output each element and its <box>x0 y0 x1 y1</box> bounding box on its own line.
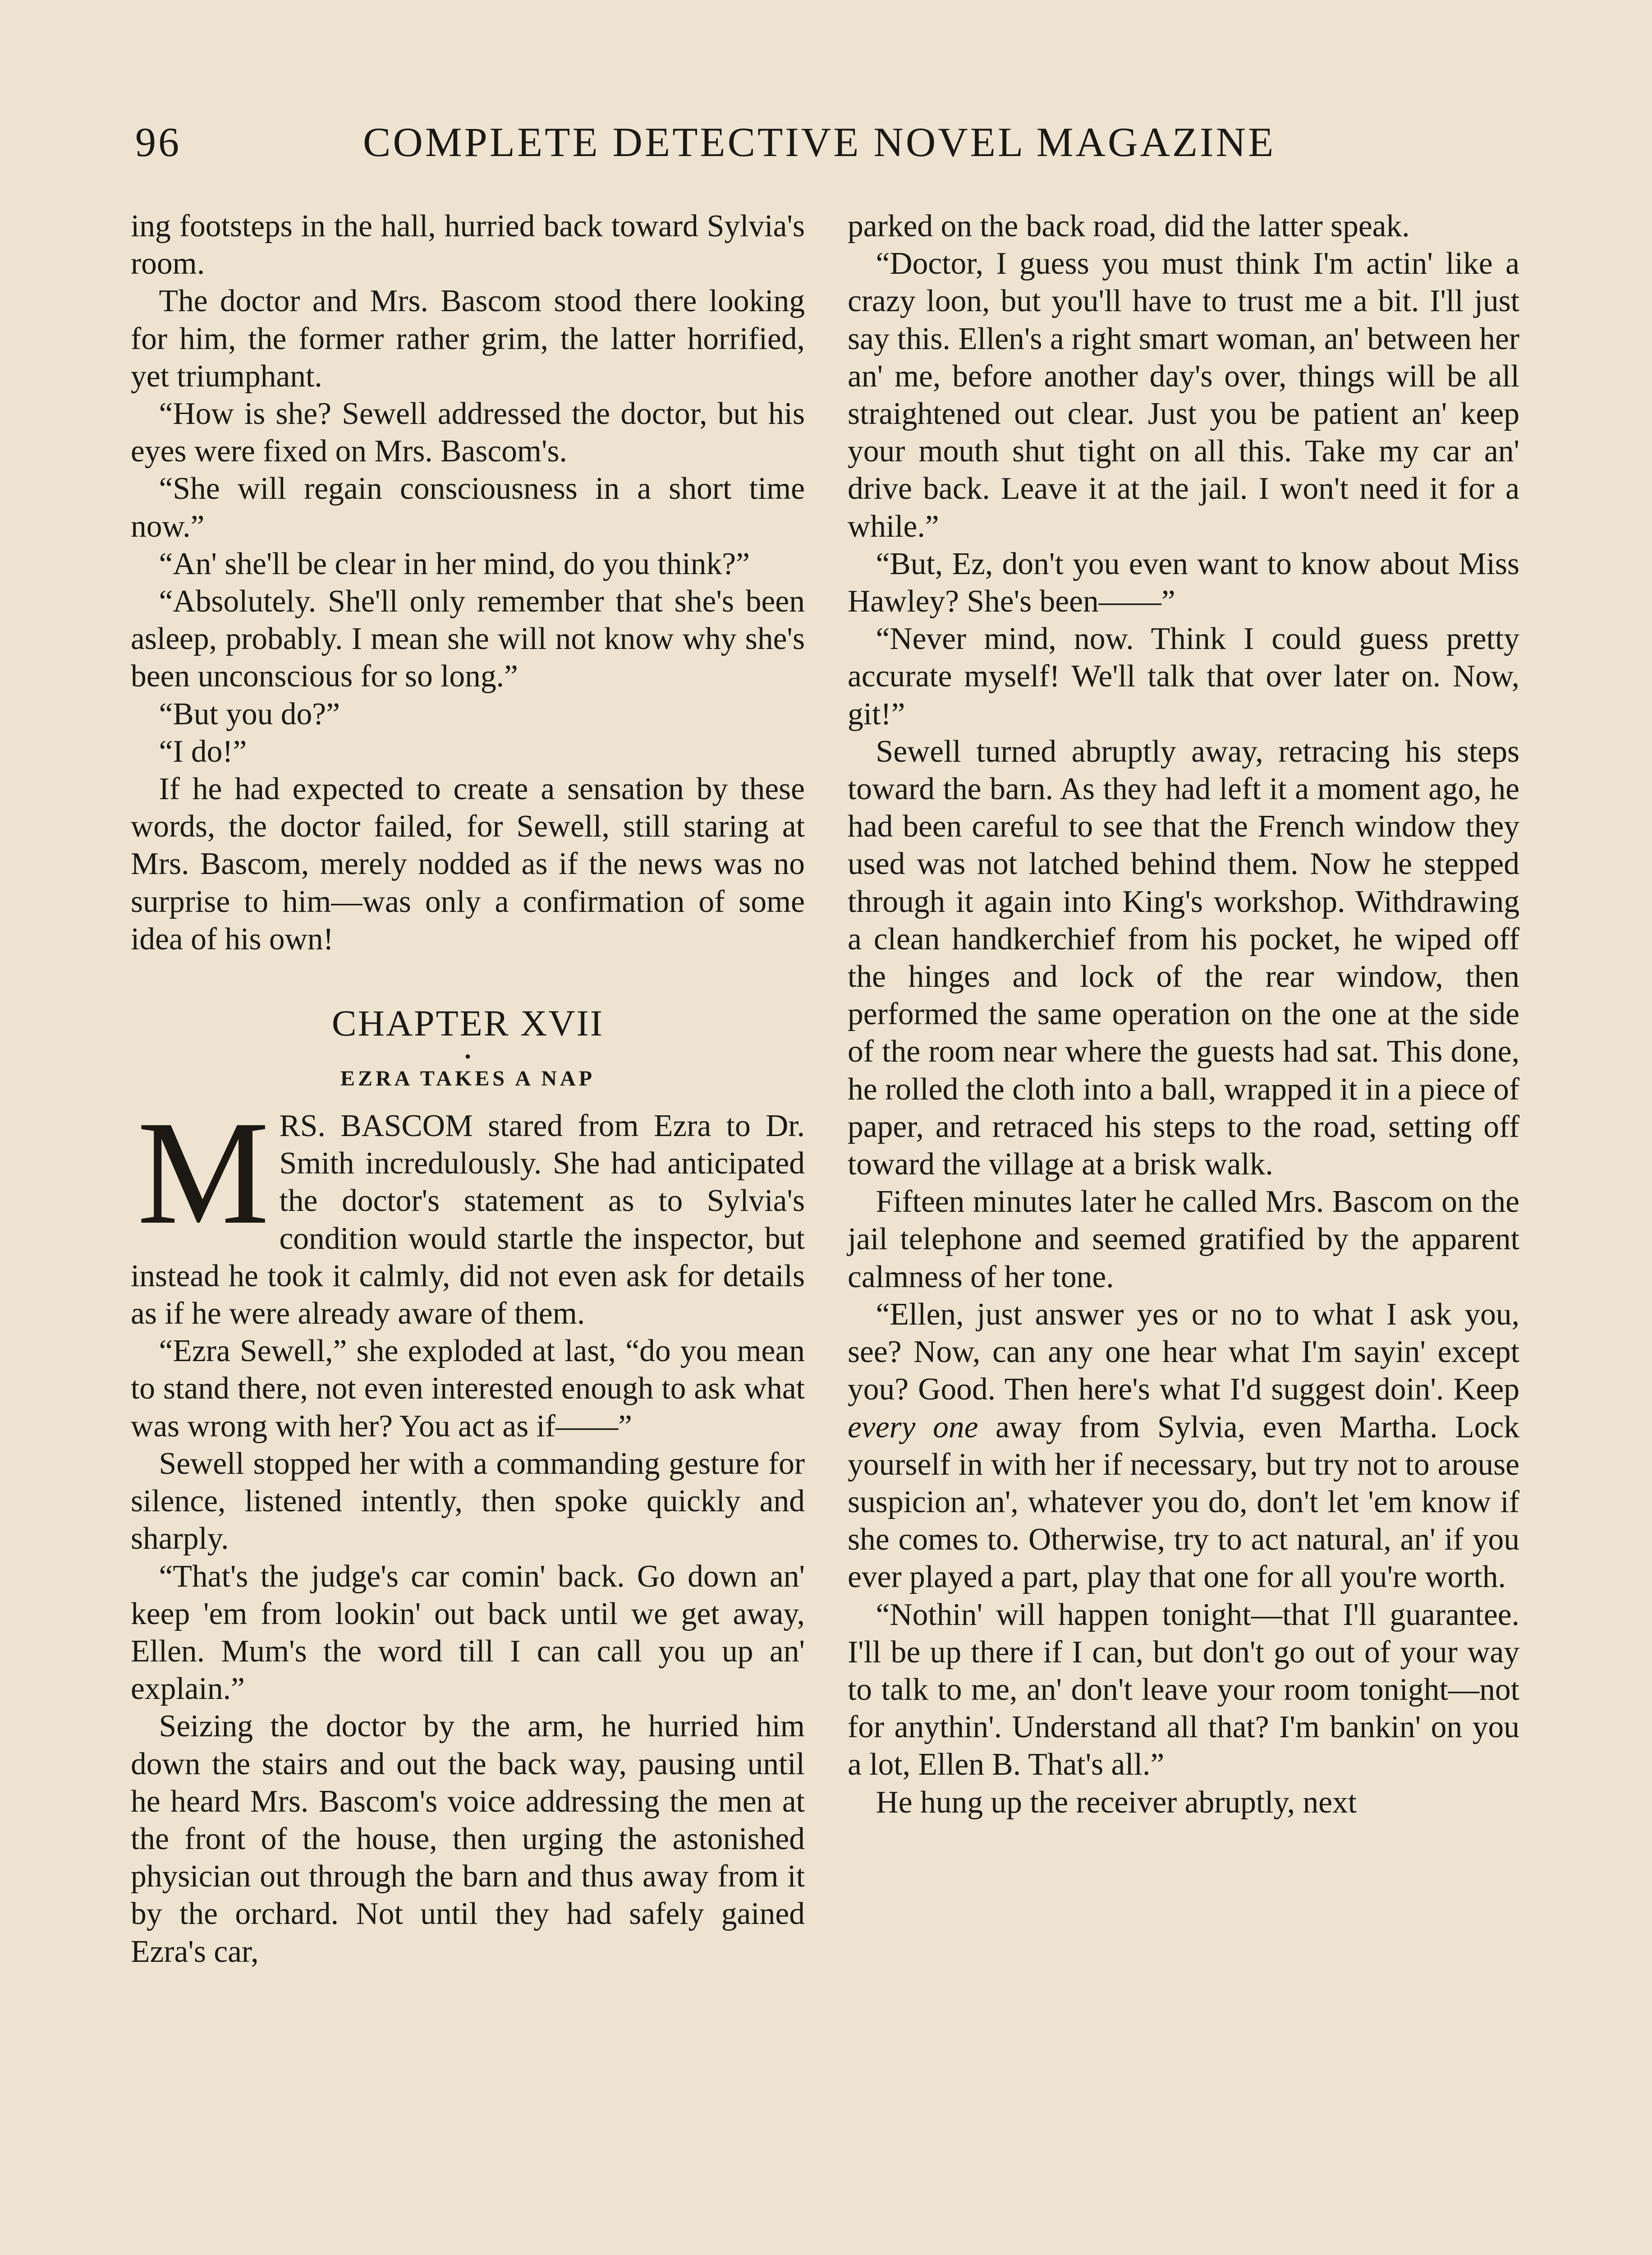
paragraph: “Nothin' will happen tonight—that I'll guarantee. I'll be up there if I can, but don't go out of your way to talk to me, an' don't leave your room tonight—not for anythin'. Understand all that? I'm bankin' on you a lot, Ellen B. That's all.” <box>848 1597 1519 1782</box>
paragraph: “Never mind, now. Think I could guess pretty accurate myself! We'll talk that over later on. Now, git!” <box>848 621 1519 732</box>
paragraph <box>848 1296 1519 1596</box>
paragraph-text: “Ellen, just answer yes or no to what I ask you, see? Now, can any one hear what I'm sayin' except you? Good. Then here's what I'd suggest doin'. Keep <box>848 1297 1519 1407</box>
paragraph: ing footsteps in the hall, hurried back toward Sylvia's room. <box>131 209 805 281</box>
paragraph: “But, Ez, don't you even want to know about Miss Hawley? She's been——” <box>848 546 1519 619</box>
chapter-ornament-dot: • <box>464 1046 471 1067</box>
paragraph: parked on the back road, did the latter speak. <box>848 209 1410 244</box>
paragraph: Sewell stopped her with a commanding gesture for silence, listened intently, then spoke quickly and sharply. <box>131 1446 805 1556</box>
emphasized-text: every one <box>848 1409 978 1445</box>
paragraph: “But you do?” <box>159 696 340 732</box>
paragraph: Seizing the doctor by the arm, he hurried him down the stairs and out the back way, pausing until he heard Mrs. Bascom's voice addressing the men at the front of the house, then urging the astonished physician out through the barn and thus away from it by the orchard. Not until they had safely gained Ezra's car, <box>131 1709 805 1969</box>
paragraph: “That's the judge's car comin' back. Go down an' keep 'em from lookin' out back until we get away, Ellen. Mum's the word till I can call you up an' explain.” <box>131 1559 805 1707</box>
paragraph: The doctor and Mrs. Bascom stood there looking for him, the former rather grim, the latter horrified, yet triumphant. <box>131 284 805 394</box>
drop-cap: M <box>137 1091 270 1256</box>
paragraph: Fifteen minutes later he called Mrs. Bascom on the jail telephone and seemed gratified by the apparent calmness of her tone. <box>848 1184 1519 1294</box>
paragraph: “Doctor, I guess you must think I'm actin' like a crazy loon, but you'll have to trust me a bit. I'll just say this. Ellen's a right smart woman, an' between her an' me, before another day's over, things will be all straightened out clear. Just you be patient an' keep your mouth shut tight on all this. Take my car an' drive back. Leave it at the jail. I won't need it for a while.” <box>848 246 1519 544</box>
left-column <box>131 207 805 1970</box>
paragraph: He hung up the receiver abruptly, next <box>876 1785 1357 1820</box>
chapter-subtitle: EZRA TAKES A NAP <box>340 1067 596 1091</box>
paragraph: Sewell turned abruptly away, retracing his steps toward the barn. As they had left it a moment ago, he had been careful to see that the French window they used was not latched behind them. Now he stepped through it again into King's workshop. Withdrawing a clean handkerchief from his pocket, he wiped off the hinges and lock of the rear window, then performed the same operation on the one at the side of the room near where the guests had sat. This done, he rolled the cloth into a ball, wrapped it in a piece of paper, and retraced his steps to the road, setting off toward the village at a brisk walk. <box>848 734 1519 1182</box>
paragraph-text: away from Sylvia, even Martha. Lock yourself in with her if necessary, but try not to arouse suspicion an', whatever you do, don't let 'em know if she comes to. Otherwise, try to act natural, an' if you ever played a part, play that one for all you're worth. <box>848 1409 1519 1595</box>
opening-paragraph-text: RS. BASCOM stared from Ezra to Dr. Smith incredulously. She had anticipated the doctor's statement as to Sylvia's condition would startle the inspector, but instead he took it calmly, did not even ask for details as if he were already aware of them. <box>131 1109 805 1331</box>
chapter-title: CHAPTER XVII <box>331 1003 604 1044</box>
opening-paragraph <box>131 1091 805 1332</box>
paragraph: “She will regain consciousness in a short time now.” <box>131 471 805 544</box>
right-column <box>848 207 1519 1821</box>
paragraph: “An' she'll be clear in her mind, do you think?” <box>159 546 750 581</box>
paragraph: “Absolutely. She'll only remember that she's been asleep, probably. I mean she will not know why she's been unconscious for so long.” <box>131 584 805 694</box>
magazine-title: COMPLETE DETECTIVE NOVEL MAGAZINE <box>363 119 1276 165</box>
paragraph: “How is she? Sewell addressed the doctor, but his eyes were fixed on Mrs. Bascom's. <box>131 396 805 469</box>
paragraph: “I do!” <box>159 734 247 769</box>
paragraph: If he had expected to create a sensation by these words, the doctor failed, for Sewell, still staring at Mrs. Bascom, merely nodded as if the news was no surprise to him—was only a confirmation of some idea of his own! <box>131 772 805 957</box>
page-number: 96 <box>135 119 181 165</box>
paragraph: “Ezra Sewell,” she exploded at last, “do you mean to stand there, not even interested enough to ask what was wrong with her? You act as if——” <box>131 1334 805 1444</box>
